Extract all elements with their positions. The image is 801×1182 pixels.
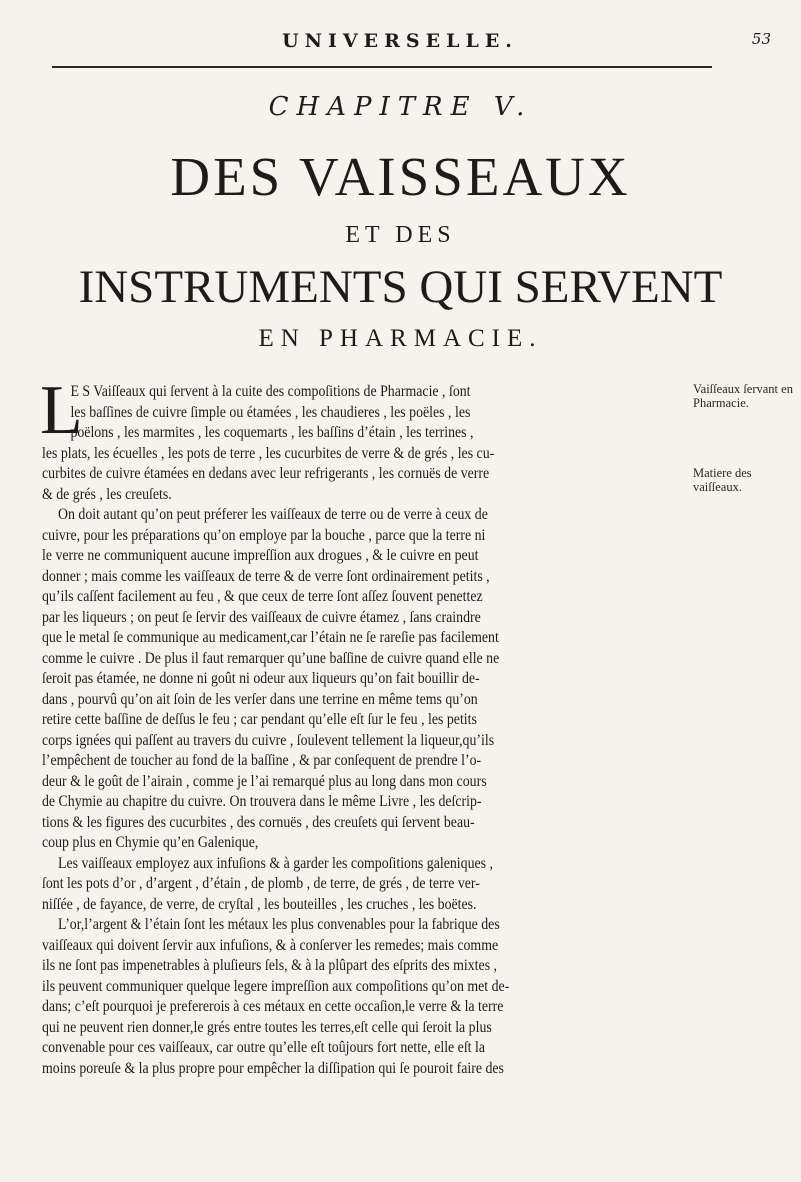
text-line: niſſée , de fayance, de verre, de cryſtal , les bouteilles , les cruches , les boëtes. (42, 895, 477, 913)
text-line: L’or,l’argent & l’étain ſont les métaux les plus convenables pour la fabrique des (58, 916, 500, 933)
chapter-label: CHAPITRE V. (268, 92, 533, 122)
text-line: que le metal ſe communique au medicament,car l’étain ne ſe rareſie pas facilement (42, 629, 499, 646)
text-line: le verre ne communiquent aucune impreſſion aux drogues , & le cuivre en peut (42, 547, 479, 564)
text-line: les baſſines de cuivre ſimple ou étamées , les chaudieres , les poëles , les (70, 403, 471, 421)
text-line: donner ; mais comme les vaiſſeaux de terre & de verre ſont ordinairement petits , (42, 567, 490, 585)
text-line: ils ne ſont pas impenetrables à pluſieurs ſels, & à la plûpart des eſprits des mixtes , (42, 957, 498, 974)
text-line: ſont les pots d’or , d’argent , d’étain , de plomb , de terre, de grés , de terre ver- (42, 875, 480, 892)
text-line: On doit autant qu’on peut préferer les vaiſſeaux de terre ou de verre à ceux de (58, 506, 488, 523)
running-head: UNIVERSELLE. (282, 30, 518, 52)
text-line: deur & le goût de l’airain , comme je l’ai remarqué plus au long dans mon cours (42, 772, 487, 790)
text-line: l’empêchent de toucher au fond de la baſſine , & par conſequent de prendre l’o- (42, 752, 482, 769)
text-line: les plats, les écuelles , les pots de terre , les cucurbites de verre & de grés , les cu- (42, 444, 495, 462)
header-rule (52, 66, 712, 68)
margin-note: Vaiſſeaux ſervant en Pharmacie. (693, 382, 793, 410)
text-line: par les liqueurs ; on peut ſe ſervir des vaiſſeaux de cuivre étamez , ſans craindre (42, 608, 481, 626)
text-line: de Chymie au chapitre du cuivre. On trouvera dans le même Livre , les deſcrip- (42, 793, 482, 810)
text-line: & de grés , les creuſets. (42, 485, 172, 503)
chapter-title-line-4: EN PHARMACIE. (258, 325, 543, 352)
text-line: tions & les figures des cucurbites , des cornuës , des creuſets qui ſervent beau- (42, 813, 475, 831)
text-line: curbites de cuivre étamées en dedans avec leur refrigerants , les cornuës de verre (42, 465, 490, 482)
page-number: 53 (751, 30, 771, 48)
text-line: ils peuvent communiquer quelque legere impreſſion aux compoſitions qu’on met de- (42, 977, 510, 995)
text-line: ſeroit pas étamée, ne donne ni goût ni odeur aux liqueurs qu’on fait bouillir de- (42, 670, 480, 687)
drop-cap-initial: L (40, 372, 83, 449)
body-text (40, 372, 762, 1079)
text-line: E S Vaiſſeaux qui ſervent à la cuite des compoſitions de Pharmacie , ſont (70, 383, 471, 400)
chapter-title-line-1: DES VAISSEAUX (170, 146, 631, 207)
chapter-title-line-3: INSTRUMENTS QUI SERVENT (78, 261, 723, 313)
text-line: qu’ils caſſent facilement au feu , & que ceux de terre ſont aſſez ſouvent penettez (42, 588, 483, 605)
text-line: qui ne peuvent rien donner,le grés entre toutes les terres,eſt celle qui ſeroit la plus (42, 1018, 492, 1036)
text-line: moins poreuſe & la plus propre pour empêcher la diſſipation qui ſe pouroit faire des (42, 1059, 504, 1077)
margin-note: Matiere des vaiſſeaux. (693, 466, 752, 494)
text-line: dans; c’eſt pourquoi je prefererois à ces métaux en cette occaſion,le verre & la terre (42, 998, 504, 1015)
text-line: poëlons , les marmites , les coquemarts , les baſſins d’étain , les terrines , (70, 424, 474, 441)
text-line: coup plus en Chymie qu’en Galenique, (42, 834, 259, 851)
text-line: convenable pour ces vaiſſeaux, car outre qu’elle eſt toûjours fort nette, elle eſt la (42, 1039, 486, 1056)
chapter-title-line-2: ET DES (345, 222, 456, 248)
text-line: comme le cuivre . De plus il faut remarquer qu’une baſſine de cuivre quand elle ne (42, 649, 500, 667)
text-line: cuivre, pour les préparations qu’on employe par la bouche , parce que la terre ni (42, 526, 486, 544)
text-line: dans , pourvû qu’on ait ſoin de les verſer dans une terrine en même tems qu’on (42, 690, 478, 708)
text-line: vaiſſeaux qui doivent ſervir aux infuſions, & à conſerver les remedes; mais comme (42, 936, 499, 954)
text-line: Les vaiſſeaux employez aux infuſions & à garder les compoſitions galeniques , (58, 854, 493, 872)
text-line: retire cette baſſine de deſſus le feu ; car pendant qu’elle eſt ſur le feu , les petits (42, 711, 477, 728)
text-line: corps ignées qui paſſent au travers du cuivre , ſoulevent tellement la liqueur,qu’ils (42, 731, 495, 749)
